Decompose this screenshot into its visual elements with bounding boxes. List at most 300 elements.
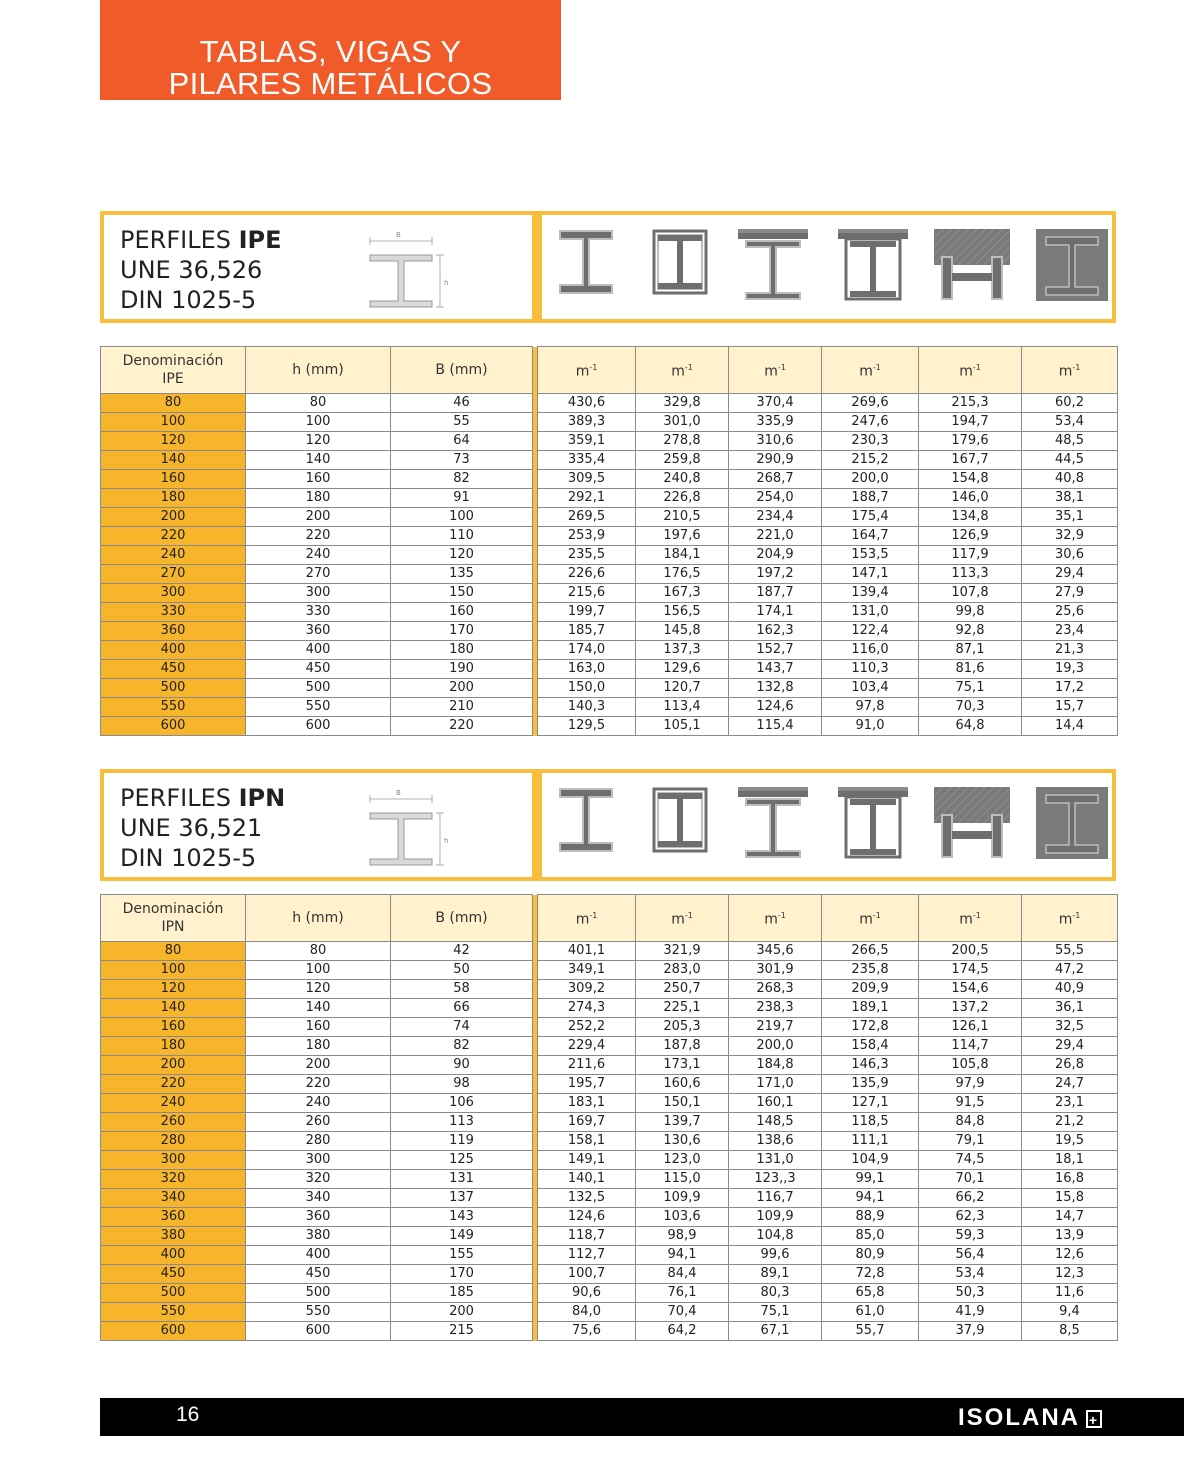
svg-text:B: B bbox=[396, 789, 401, 797]
denominacion-cell: 200 bbox=[101, 1056, 246, 1075]
beam-exposed-icon bbox=[558, 787, 614, 857]
table-row bbox=[101, 1075, 1118, 1094]
ipe-col-m3: $m^{-1}$ bbox=[729, 347, 822, 394]
table-cell: 172,8 bbox=[822, 1018, 919, 1037]
table-row bbox=[101, 999, 1118, 1018]
table-cell: 160,1 bbox=[729, 1094, 822, 1113]
denominacion-cell: 100 bbox=[101, 961, 246, 980]
table-cell: 66 bbox=[391, 999, 533, 1018]
table-cell: 210,5 bbox=[636, 508, 729, 527]
table-cell: 215,2 bbox=[822, 451, 919, 470]
table-cell: 235,8 bbox=[822, 961, 919, 980]
table-cell: 167,3 bbox=[636, 584, 729, 603]
table-cell: 221,0 bbox=[729, 527, 822, 546]
table-cell: 345,6 bbox=[729, 942, 822, 961]
table-cell: 149 bbox=[391, 1227, 533, 1246]
table-cell: 176,5 bbox=[636, 565, 729, 584]
ipe-col-m6: $m^{-1}$ bbox=[1022, 347, 1118, 394]
table-cell: 27,9 bbox=[1022, 584, 1118, 603]
table-cell: 21,3 bbox=[1022, 641, 1118, 660]
table-cell: 132,5 bbox=[538, 1189, 636, 1208]
table-cell: 146,3 bbox=[822, 1056, 919, 1075]
table-cell: 48,5 bbox=[1022, 432, 1118, 451]
table-cell: 114,7 bbox=[919, 1037, 1022, 1056]
denominacion-cell: 200 bbox=[101, 508, 246, 527]
table-cell: 175,4 bbox=[822, 508, 919, 527]
table-cell: 268,3 bbox=[729, 980, 822, 999]
table-cell: 70,3 bbox=[919, 698, 1022, 717]
table-cell: 15,7 bbox=[1022, 698, 1118, 717]
table-cell: 370,4 bbox=[729, 394, 822, 413]
table-cell: 24,7 bbox=[1022, 1075, 1118, 1094]
table-cell: 278,8 bbox=[636, 432, 729, 451]
table-cell: 140 bbox=[246, 451, 391, 470]
table-row bbox=[101, 1284, 1118, 1303]
table-cell: 91,5 bbox=[919, 1094, 1022, 1113]
denominacion-cell: 450 bbox=[101, 1265, 246, 1284]
table-cell: 160 bbox=[246, 470, 391, 489]
table-cell: 118,7 bbox=[538, 1227, 636, 1246]
table-cell: 109,9 bbox=[636, 1189, 729, 1208]
table-cell: 155 bbox=[391, 1246, 533, 1265]
table-cell: 170 bbox=[391, 622, 533, 641]
table-cell: 110,3 bbox=[822, 660, 919, 679]
table-row bbox=[101, 508, 1118, 527]
table-cell: 215,3 bbox=[919, 394, 1022, 413]
table-cell: 169,7 bbox=[538, 1113, 636, 1132]
table-cell: 19,3 bbox=[1022, 660, 1118, 679]
table-row bbox=[101, 1056, 1118, 1075]
table-cell: 138,6 bbox=[729, 1132, 822, 1151]
beam-boxed-icon bbox=[652, 787, 708, 857]
table-cell: 137,3 bbox=[636, 641, 729, 660]
table-cell: 92,8 bbox=[919, 622, 1022, 641]
table-cell: 335,9 bbox=[729, 413, 822, 432]
table-cell: 105,1 bbox=[636, 717, 729, 736]
table-row bbox=[101, 432, 1118, 451]
table-row bbox=[101, 641, 1118, 660]
denominacion-cell: 320 bbox=[101, 1170, 246, 1189]
table-cell: 137,2 bbox=[919, 999, 1022, 1018]
denominacion-cell: 80 bbox=[101, 942, 246, 961]
table-cell: 87,1 bbox=[919, 641, 1022, 660]
denominacion-cell: 140 bbox=[101, 999, 246, 1018]
table-row bbox=[101, 1037, 1118, 1056]
table-cell: 225,1 bbox=[636, 999, 729, 1018]
ipe-col-b: B (mm) bbox=[391, 347, 533, 394]
table-cell: 253,9 bbox=[538, 527, 636, 546]
table-cell: 290,9 bbox=[729, 451, 822, 470]
table-row bbox=[101, 942, 1118, 961]
table-cell: 335,4 bbox=[538, 451, 636, 470]
table-cell: 360 bbox=[246, 622, 391, 641]
denominacion-cell: 240 bbox=[101, 1094, 246, 1113]
table-cell: 116,0 bbox=[822, 641, 919, 660]
table-cell: 229,4 bbox=[538, 1037, 636, 1056]
table-cell: 64,8 bbox=[919, 717, 1022, 736]
svg-text:B: B bbox=[396, 231, 401, 239]
ipn-heading-prefix: PERFILES bbox=[120, 784, 239, 812]
table-row bbox=[101, 1151, 1118, 1170]
table-row bbox=[101, 1227, 1118, 1246]
table-cell: 104,9 bbox=[822, 1151, 919, 1170]
denominacion-cell: 180 bbox=[101, 489, 246, 508]
table-row bbox=[101, 489, 1118, 508]
table-cell: 113,3 bbox=[919, 565, 1022, 584]
table-cell: 113,4 bbox=[636, 698, 729, 717]
table-cell: 127,1 bbox=[822, 1094, 919, 1113]
table-row bbox=[101, 565, 1118, 584]
i-beam-diagram-icon bbox=[366, 229, 456, 317]
denominacion-cell: 550 bbox=[101, 1303, 246, 1322]
table-cell: 143,7 bbox=[729, 660, 822, 679]
table-cell: 180 bbox=[391, 641, 533, 660]
page-number: 16 bbox=[176, 1403, 200, 1426]
table-cell: 76,1 bbox=[636, 1284, 729, 1303]
table-row bbox=[101, 1113, 1118, 1132]
ipe-col-m5: $m^{-1}$ bbox=[919, 347, 1022, 394]
ipn-norm-din: DIN 1025-5 bbox=[120, 844, 257, 872]
ipe-heading bbox=[120, 225, 282, 315]
ipn-col-denominacion: Denominación IPN bbox=[101, 895, 246, 942]
table-cell: 90 bbox=[391, 1056, 533, 1075]
table-cell: 120 bbox=[246, 432, 391, 451]
table-cell: 103,4 bbox=[822, 679, 919, 698]
ipe-col-m2: $m^{-1}$ bbox=[636, 347, 729, 394]
table-cell: 123,0 bbox=[636, 1151, 729, 1170]
table-cell: 320 bbox=[246, 1170, 391, 1189]
table-cell: 80,9 bbox=[822, 1246, 919, 1265]
table-cell: 97,9 bbox=[919, 1075, 1022, 1094]
table-cell: 41,9 bbox=[919, 1303, 1022, 1322]
table-cell: 85,0 bbox=[822, 1227, 919, 1246]
table-cell: 67,1 bbox=[729, 1322, 822, 1341]
ipn-col-m3: $m^{-1}$ bbox=[729, 895, 822, 942]
table-row bbox=[101, 527, 1118, 546]
denominacion-cell: 160 bbox=[101, 1018, 246, 1037]
table-cell: 274,3 bbox=[538, 999, 636, 1018]
table-cell: 46 bbox=[391, 394, 533, 413]
table-cell: 29,4 bbox=[1022, 1037, 1118, 1056]
table-cell: 47,2 bbox=[1022, 961, 1118, 980]
table-cell: 309,2 bbox=[538, 980, 636, 999]
table-cell: 98 bbox=[391, 1075, 533, 1094]
ipe-heading-prefix: PERFILES bbox=[120, 226, 239, 254]
ipe-fire-protection-icons bbox=[538, 211, 1116, 323]
table-cell: 125 bbox=[391, 1151, 533, 1170]
table-cell: 158,4 bbox=[822, 1037, 919, 1056]
denominacion-cell: 600 bbox=[101, 717, 246, 736]
table-cell: 131,0 bbox=[822, 603, 919, 622]
table-cell: 163,0 bbox=[538, 660, 636, 679]
table-cell: 122,4 bbox=[822, 622, 919, 641]
table-cell: 140 bbox=[246, 999, 391, 1018]
table-cell: 174,5 bbox=[919, 961, 1022, 980]
table-cell: 140,1 bbox=[538, 1170, 636, 1189]
table-cell: 88,9 bbox=[822, 1208, 919, 1227]
table-cell: 32,5 bbox=[1022, 1018, 1118, 1037]
table-cell: 107,8 bbox=[919, 584, 1022, 603]
table-cell: 252,2 bbox=[538, 1018, 636, 1037]
table-cell: 240,8 bbox=[636, 470, 729, 489]
denominacion-cell: 500 bbox=[101, 1284, 246, 1303]
table-cell: 209,9 bbox=[822, 980, 919, 999]
table-cell: 16,8 bbox=[1022, 1170, 1118, 1189]
table-cell: 400 bbox=[246, 1246, 391, 1265]
table-cell: 135,9 bbox=[822, 1075, 919, 1094]
table-cell: 130,6 bbox=[636, 1132, 729, 1151]
table-cell: 301,9 bbox=[729, 961, 822, 980]
denominacion-cell: 80 bbox=[101, 394, 246, 413]
table-cell: 200,0 bbox=[822, 470, 919, 489]
table-cell: 26,8 bbox=[1022, 1056, 1118, 1075]
table-cell: 215,6 bbox=[538, 584, 636, 603]
table-cell: 106 bbox=[391, 1094, 533, 1113]
table-cell: 73 bbox=[391, 451, 533, 470]
table-cell: 35,1 bbox=[1022, 508, 1118, 527]
table-cell: 59,3 bbox=[919, 1227, 1022, 1246]
table-cell: 200,5 bbox=[919, 942, 1022, 961]
denominacion-cell: 240 bbox=[101, 546, 246, 565]
table-cell: 210 bbox=[391, 698, 533, 717]
denominacion-cell: 340 bbox=[101, 1189, 246, 1208]
table-cell: 97,8 bbox=[822, 698, 919, 717]
table-cell: 120,7 bbox=[636, 679, 729, 698]
table-cell: 30,6 bbox=[1022, 546, 1118, 565]
ipe-heading-bold: IPE bbox=[238, 226, 282, 254]
table-cell: 80 bbox=[246, 942, 391, 961]
table-cell: 200 bbox=[391, 1303, 533, 1322]
table-cell: 600 bbox=[246, 717, 391, 736]
table-cell: 37,9 bbox=[919, 1322, 1022, 1341]
table-cell: 119 bbox=[391, 1132, 533, 1151]
table-cell: 99,8 bbox=[919, 603, 1022, 622]
table-row bbox=[101, 1189, 1118, 1208]
ipn-col-b: B (mm) bbox=[391, 895, 533, 942]
table-cell: 13,9 bbox=[1022, 1227, 1118, 1246]
table-cell: 430,6 bbox=[538, 394, 636, 413]
table-cell: 400 bbox=[246, 641, 391, 660]
table-cell: 66,2 bbox=[919, 1189, 1022, 1208]
ipn-fire-protection-icons bbox=[538, 769, 1116, 881]
table-cell: 111,1 bbox=[822, 1132, 919, 1151]
table-cell: 98,9 bbox=[636, 1227, 729, 1246]
denominacion-cell: 120 bbox=[101, 980, 246, 999]
table-cell: 79,1 bbox=[919, 1132, 1022, 1151]
table-cell: 74,5 bbox=[919, 1151, 1022, 1170]
table-cell: 40,9 bbox=[1022, 980, 1118, 999]
page-title bbox=[100, 0, 561, 100]
table-cell: 18,1 bbox=[1022, 1151, 1118, 1170]
table-cell: 109,9 bbox=[729, 1208, 822, 1227]
ipe-col-m1: $m^{-1}$ bbox=[538, 347, 636, 394]
table-cell: 550 bbox=[246, 1303, 391, 1322]
table-cell: 500 bbox=[246, 1284, 391, 1303]
table-cell: 129,5 bbox=[538, 717, 636, 736]
denominacion-cell: 160 bbox=[101, 470, 246, 489]
table-row bbox=[101, 1246, 1118, 1265]
table-cell: 283,0 bbox=[636, 961, 729, 980]
table-cell: 23,1 bbox=[1022, 1094, 1118, 1113]
table-cell: 145,8 bbox=[636, 622, 729, 641]
table-cell: 180 bbox=[246, 489, 391, 508]
table-cell: 310,6 bbox=[729, 432, 822, 451]
table-cell: 240 bbox=[246, 546, 391, 565]
table-cell: 100 bbox=[246, 413, 391, 432]
table-cell: 120 bbox=[246, 980, 391, 999]
table-cell: 254,0 bbox=[729, 489, 822, 508]
table-cell: 240 bbox=[246, 1094, 391, 1113]
table-cell: 72,8 bbox=[822, 1265, 919, 1284]
table-cell: 44,5 bbox=[1022, 451, 1118, 470]
table-cell: 139,7 bbox=[636, 1113, 729, 1132]
table-row bbox=[101, 660, 1118, 679]
table-row bbox=[101, 451, 1118, 470]
denominacion-cell: 500 bbox=[101, 679, 246, 698]
table-cell: 360 bbox=[246, 1208, 391, 1227]
table-cell: 70,1 bbox=[919, 1170, 1022, 1189]
table-cell: 91 bbox=[391, 489, 533, 508]
table-cell: 105,8 bbox=[919, 1056, 1022, 1075]
table-cell: 158,1 bbox=[538, 1132, 636, 1151]
table-row bbox=[101, 1208, 1118, 1227]
table-cell: 104,8 bbox=[729, 1227, 822, 1246]
table-cell: 500 bbox=[246, 679, 391, 698]
table-cell: 14,4 bbox=[1022, 717, 1118, 736]
table-cell: 230,3 bbox=[822, 432, 919, 451]
table-cell: 235,5 bbox=[538, 546, 636, 565]
table-cell: 190 bbox=[391, 660, 533, 679]
beam-embedded-icon bbox=[1036, 229, 1108, 305]
isolana-logo: ISOLANA + bbox=[958, 1404, 1102, 1432]
table-row bbox=[101, 1265, 1118, 1284]
table-cell: 84,8 bbox=[919, 1113, 1022, 1132]
table-cell: 25,6 bbox=[1022, 603, 1118, 622]
table-cell: 280 bbox=[246, 1132, 391, 1151]
table-cell: 40,8 bbox=[1022, 470, 1118, 489]
beam-exposed-icon bbox=[558, 229, 614, 299]
table-row bbox=[101, 717, 1118, 736]
table-row bbox=[101, 584, 1118, 603]
beam-embedded-icon bbox=[1036, 787, 1108, 863]
table-cell: 259,8 bbox=[636, 451, 729, 470]
beam-boxed-slab-icon bbox=[838, 787, 908, 863]
table-cell: 118,5 bbox=[822, 1113, 919, 1132]
denominacion-cell: 100 bbox=[101, 413, 246, 432]
table-cell: 9,4 bbox=[1022, 1303, 1118, 1322]
ipn-header-left bbox=[100, 769, 536, 881]
table-row bbox=[101, 961, 1118, 980]
table-cell: 200 bbox=[246, 508, 391, 527]
table-row bbox=[101, 698, 1118, 717]
ipn-table bbox=[100, 894, 1118, 1341]
table-cell: 321,9 bbox=[636, 942, 729, 961]
table-cell: 100 bbox=[246, 961, 391, 980]
denominacion-cell: 450 bbox=[101, 660, 246, 679]
denominacion-cell: 400 bbox=[101, 1246, 246, 1265]
table-cell: 64 bbox=[391, 432, 533, 451]
table-cell: 156,5 bbox=[636, 603, 729, 622]
table-row bbox=[101, 1170, 1118, 1189]
table-cell: 120 bbox=[391, 546, 533, 565]
table-row bbox=[101, 1132, 1118, 1151]
table-cell: 81,6 bbox=[919, 660, 1022, 679]
table-cell: 137 bbox=[391, 1189, 533, 1208]
table-cell: 124,6 bbox=[538, 1208, 636, 1227]
table-cell: 220 bbox=[391, 717, 533, 736]
table-cell: 179,6 bbox=[919, 432, 1022, 451]
ipn-heading bbox=[120, 783, 285, 873]
table-row bbox=[101, 1303, 1118, 1322]
denominacion-cell: 360 bbox=[101, 622, 246, 641]
table-cell: 220 bbox=[246, 1075, 391, 1094]
table-cell: 11,6 bbox=[1022, 1284, 1118, 1303]
table-cell: 150,0 bbox=[538, 679, 636, 698]
table-row bbox=[101, 1094, 1118, 1113]
table-cell: 187,7 bbox=[729, 584, 822, 603]
table-cell: 15,8 bbox=[1022, 1189, 1118, 1208]
table-cell: 70,4 bbox=[636, 1303, 729, 1322]
table-cell: 84,4 bbox=[636, 1265, 729, 1284]
ipe-col-h: h (mm) bbox=[246, 347, 391, 394]
table-cell: 380 bbox=[246, 1227, 391, 1246]
ipn-norm-une: UNE 36,521 bbox=[120, 814, 263, 842]
beam-boxed-slab-icon bbox=[838, 229, 908, 305]
table-cell: 188,7 bbox=[822, 489, 919, 508]
denominacion-cell: 220 bbox=[101, 1075, 246, 1094]
denominacion-cell: 360 bbox=[101, 1208, 246, 1227]
table-cell: 38,1 bbox=[1022, 489, 1118, 508]
table-cell: 124,6 bbox=[729, 698, 822, 717]
table-cell: 329,8 bbox=[636, 394, 729, 413]
table-cell: 200 bbox=[246, 1056, 391, 1075]
table-cell: 170 bbox=[391, 1265, 533, 1284]
table-cell: 146,0 bbox=[919, 489, 1022, 508]
table-cell: 180 bbox=[246, 1037, 391, 1056]
beam-wall-icon bbox=[934, 229, 1010, 305]
table-row bbox=[101, 980, 1118, 999]
table-cell: 82 bbox=[391, 1037, 533, 1056]
table-cell: 389,3 bbox=[538, 413, 636, 432]
table-cell: 200 bbox=[391, 679, 533, 698]
table-cell: 131 bbox=[391, 1170, 533, 1189]
table-cell: 189,1 bbox=[822, 999, 919, 1018]
ipe-table bbox=[100, 346, 1118, 736]
table-cell: 187,8 bbox=[636, 1037, 729, 1056]
table-cell: 154,8 bbox=[919, 470, 1022, 489]
ipe-section-header bbox=[100, 211, 1116, 323]
denominacion-cell: 600 bbox=[101, 1322, 246, 1341]
table-cell: 359,1 bbox=[538, 432, 636, 451]
table-cell: 14,7 bbox=[1022, 1208, 1118, 1227]
table-cell: 174,1 bbox=[729, 603, 822, 622]
table-cell: 309,5 bbox=[538, 470, 636, 489]
ipn-col-m5: $m^{-1}$ bbox=[919, 895, 1022, 942]
page-title-line2: PILARES METÁLICOS bbox=[168, 66, 493, 101]
table-row bbox=[101, 1322, 1118, 1341]
table-cell: 340 bbox=[246, 1189, 391, 1208]
table-cell: 226,6 bbox=[538, 565, 636, 584]
table-cell: 200,0 bbox=[729, 1037, 822, 1056]
table-cell: 103,6 bbox=[636, 1208, 729, 1227]
table-cell: 211,6 bbox=[538, 1056, 636, 1075]
table-cell: 115,4 bbox=[729, 717, 822, 736]
table-cell: 12,6 bbox=[1022, 1246, 1118, 1265]
table-cell: 50 bbox=[391, 961, 533, 980]
table-cell: 250,7 bbox=[636, 980, 729, 999]
table-cell: 99,1 bbox=[822, 1170, 919, 1189]
table-cell: 115,0 bbox=[636, 1170, 729, 1189]
